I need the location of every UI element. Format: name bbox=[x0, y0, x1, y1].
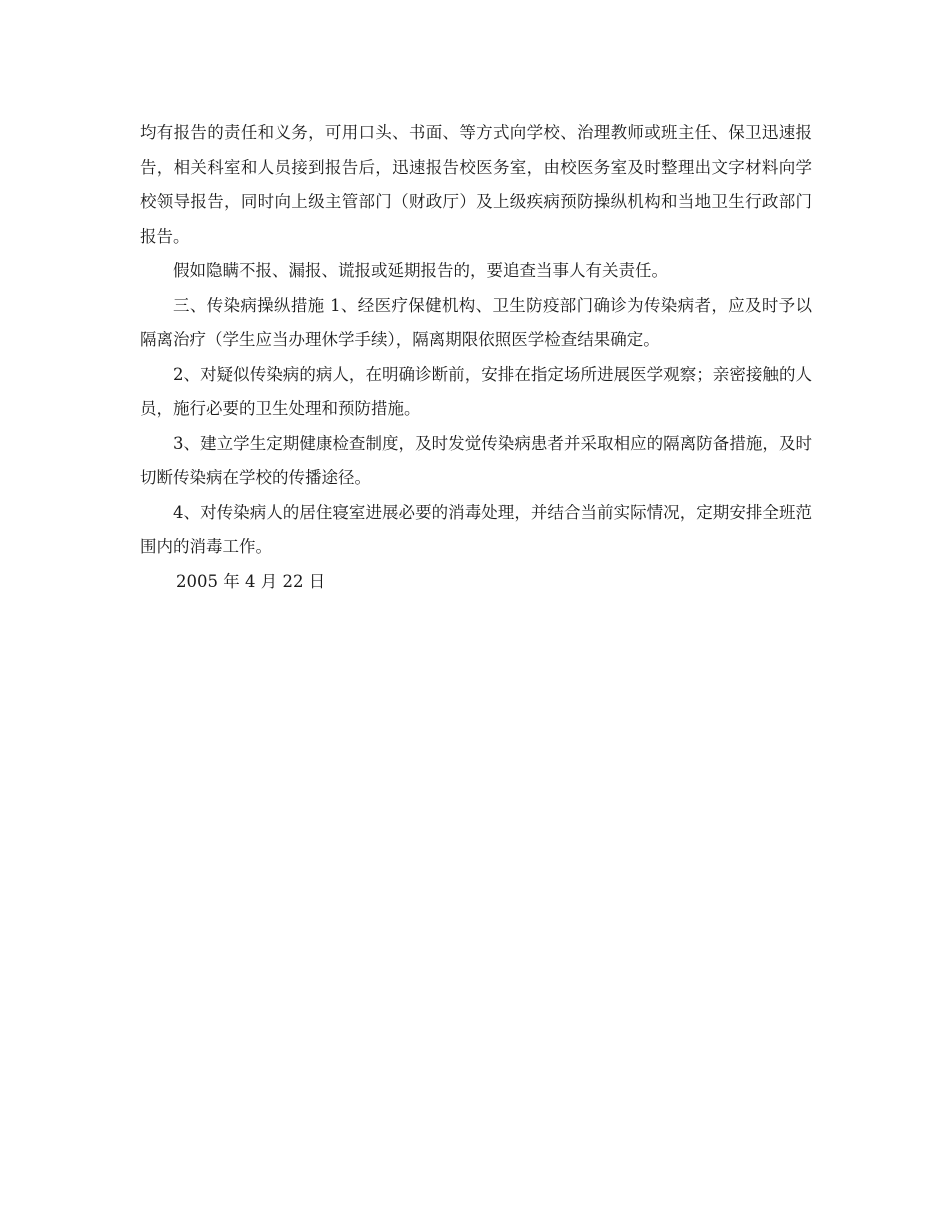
paragraph-suspected-cases: 2、对疑似传染病的病人，在明确诊断前，安排在指定场所进展医学观察；亲密接触的人员，施行必要的卫生处理和预防措施。 bbox=[140, 364, 812, 418]
paragraph-control-measures: 三、传染病操纵措施 1、经医疗保健机构、卫生防疫部门确诊为传染病者，应及时予以隔离治疗（学生应当办理休学手续），隔离期限依照医学检查结果确定。 bbox=[140, 295, 812, 349]
paragraph-reporting-duty: 均有报告的责任和义务，可用口头、书面、等方式向学校、治理教师或班主任、保卫迅速报告，相关科室和人员接到报告后，迅速报告校医务室，由校医务室及时整理出文字材料向学校领导报告，同时向上级主管部门（财政厅）及上级疾病预防操纵机构和当地卫生行政部门报告。 bbox=[140, 123, 812, 246]
paragraph-health-checks: 3、建立学生定期健康检查制度，及时发觉传染病患者并采取相应的隔离防备措施，及时切断传染病在学校的传播途径。 bbox=[140, 433, 812, 487]
document-date: 2005 年 4 月 22 日 bbox=[176, 571, 326, 591]
document-body bbox=[140, 116, 812, 599]
paragraph-disinfection: 4、对传染病人的居住寝室进展必要的消毒处理，并结合当前实际情况，定期安排全班范围内的消毒工作。 bbox=[140, 502, 812, 556]
paragraph-accountability: 假如隐瞒不报、漏报、谎报或延期报告的，要追查当事人有关责任。 bbox=[173, 261, 668, 280]
